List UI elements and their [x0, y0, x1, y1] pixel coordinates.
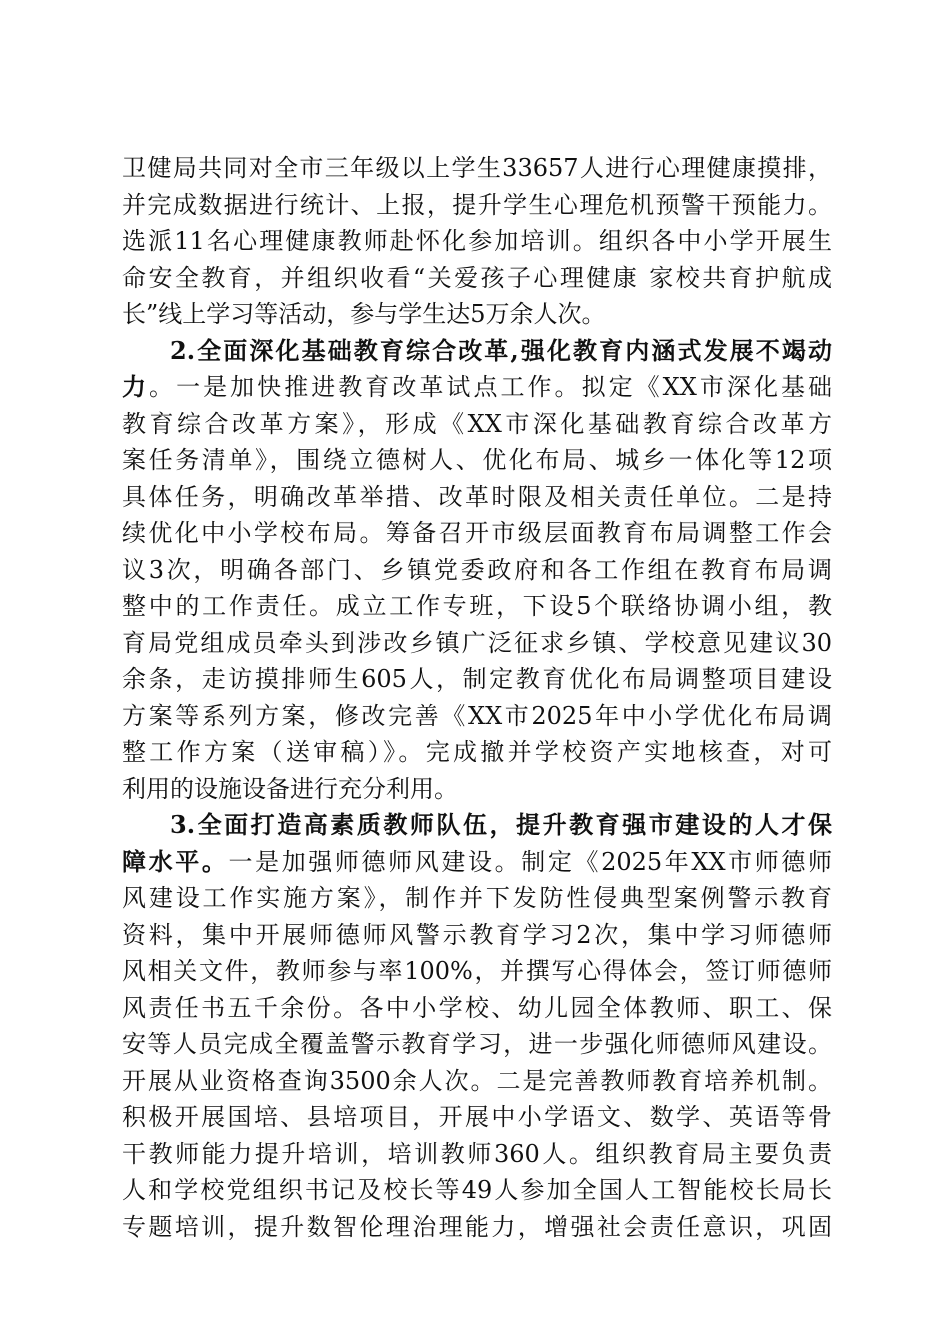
text-span: 。一是加快推进教育改革试点工作。拟定《XX市深化基础: [149, 373, 833, 401]
document-body: [122, 150, 832, 1245]
text-span: 一是加强师德师风建设。制定《2025年XX市师德师: [228, 847, 833, 876]
text-line: 风建设工作实施方案》，制作并下发防性侵典型案例警示教育: [122, 884, 832, 912]
text-line: 议3次，明确各部门、乡镇党委政府和各工作组在教育布局调: [122, 555, 832, 584]
text-line: [122, 844, 832, 881]
paragraph-mental-health: [122, 150, 832, 333]
text-line: 案任务清单》，围绕立德树人、优化布局、城乡一体化等12项: [122, 446, 832, 474]
text-line: 安等人员完成全覆盖警示教育学习，进一步强化师德师风建设。: [122, 1030, 832, 1058]
section-heading: 3.全面打造高素质教师队伍，提升教育强市建设的人才保: [170, 810, 832, 839]
text-line: 命安全教育，并组织收看“关爱孩子心理健康 家校共育护航成: [122, 263, 832, 292]
paragraph-education-reform: [122, 333, 832, 808]
text-line: [122, 369, 832, 406]
text-line: 整工作方案（送审稿）》。完成撤并学校资产实地核查，对可: [122, 738, 832, 766]
text-line: 专题培训，提升数智伦理治理能力，增强社会责任意识，巩固: [122, 1212, 832, 1241]
text-line: 风相关文件，教师参与率100%，并撰写心得体会，签订师德师: [122, 957, 832, 985]
text-line: 干教师能力提升培训，培训教师360人。组织教育局主要负责: [122, 1139, 832, 1168]
text-line: 积极开展国培、县培项目，开展中小学语文、数学、英语等骨: [122, 1103, 832, 1131]
section-heading-tail: 力: [122, 372, 150, 401]
text-line: 具体任务，明确改革举措、改革时限及相关责任单位。二是持: [122, 482, 832, 511]
text-line: 整中的工作责任。成立工作专班，下设5个联络协调小组，教: [122, 592, 832, 620]
paragraph-teacher-team: [122, 807, 832, 1245]
text-line: 风责任书五千余份。各中小学校、幼儿园全体教师、职工、保: [122, 993, 832, 1022]
section-heading: 2.全面深化基础教育综合改革,强化教育内涵式发展不竭动: [170, 335, 832, 365]
text-line: 方案等系列方案，修改完善《XX市2025年中小学优化布局调: [122, 701, 832, 730]
text-line: 资料，集中开展师德师风警示教育学习2次，集中学习师德师: [122, 920, 832, 949]
text-line: 教育综合改革方案》，形成《XX市深化基础教育综合改革方: [122, 409, 832, 438]
text-line: 选派11名心理健康教师赴怀化参加培训。组织各中小学开展生: [122, 227, 832, 255]
text-line: 并完成数据进行统计、上报，提升学生心理危机预警干预能力。: [122, 190, 832, 219]
text-line: 利用的设施设备进行充分利用。: [122, 774, 458, 803]
text-line: 卫健局共同对全市三年级以上学生33657人进行心理健康摸排，: [122, 154, 832, 182]
text-line: 余条，走访摸排师生605人，制定教育优化布局调整项目建设: [122, 665, 832, 693]
section-heading-tail: 障水平。: [122, 846, 229, 876]
text-line: 育局党组成员牵头到涉改乡镇广泛征求乡镇、学校意见建议30: [122, 628, 832, 657]
text-line: 长”线上学习等活动，参与学生达5万余人次。: [122, 300, 606, 328]
text-line: 人和学校党组织书记及校长等49人参加全国人工智能校长局长: [122, 1176, 832, 1204]
text-line: 续优化中小学校布局。筹备召开市级层面教育布局调整工作会: [122, 519, 832, 547]
text-line: 开展从业资格查询3500余人次。二是完善教师教育培养机制。: [122, 1066, 832, 1095]
